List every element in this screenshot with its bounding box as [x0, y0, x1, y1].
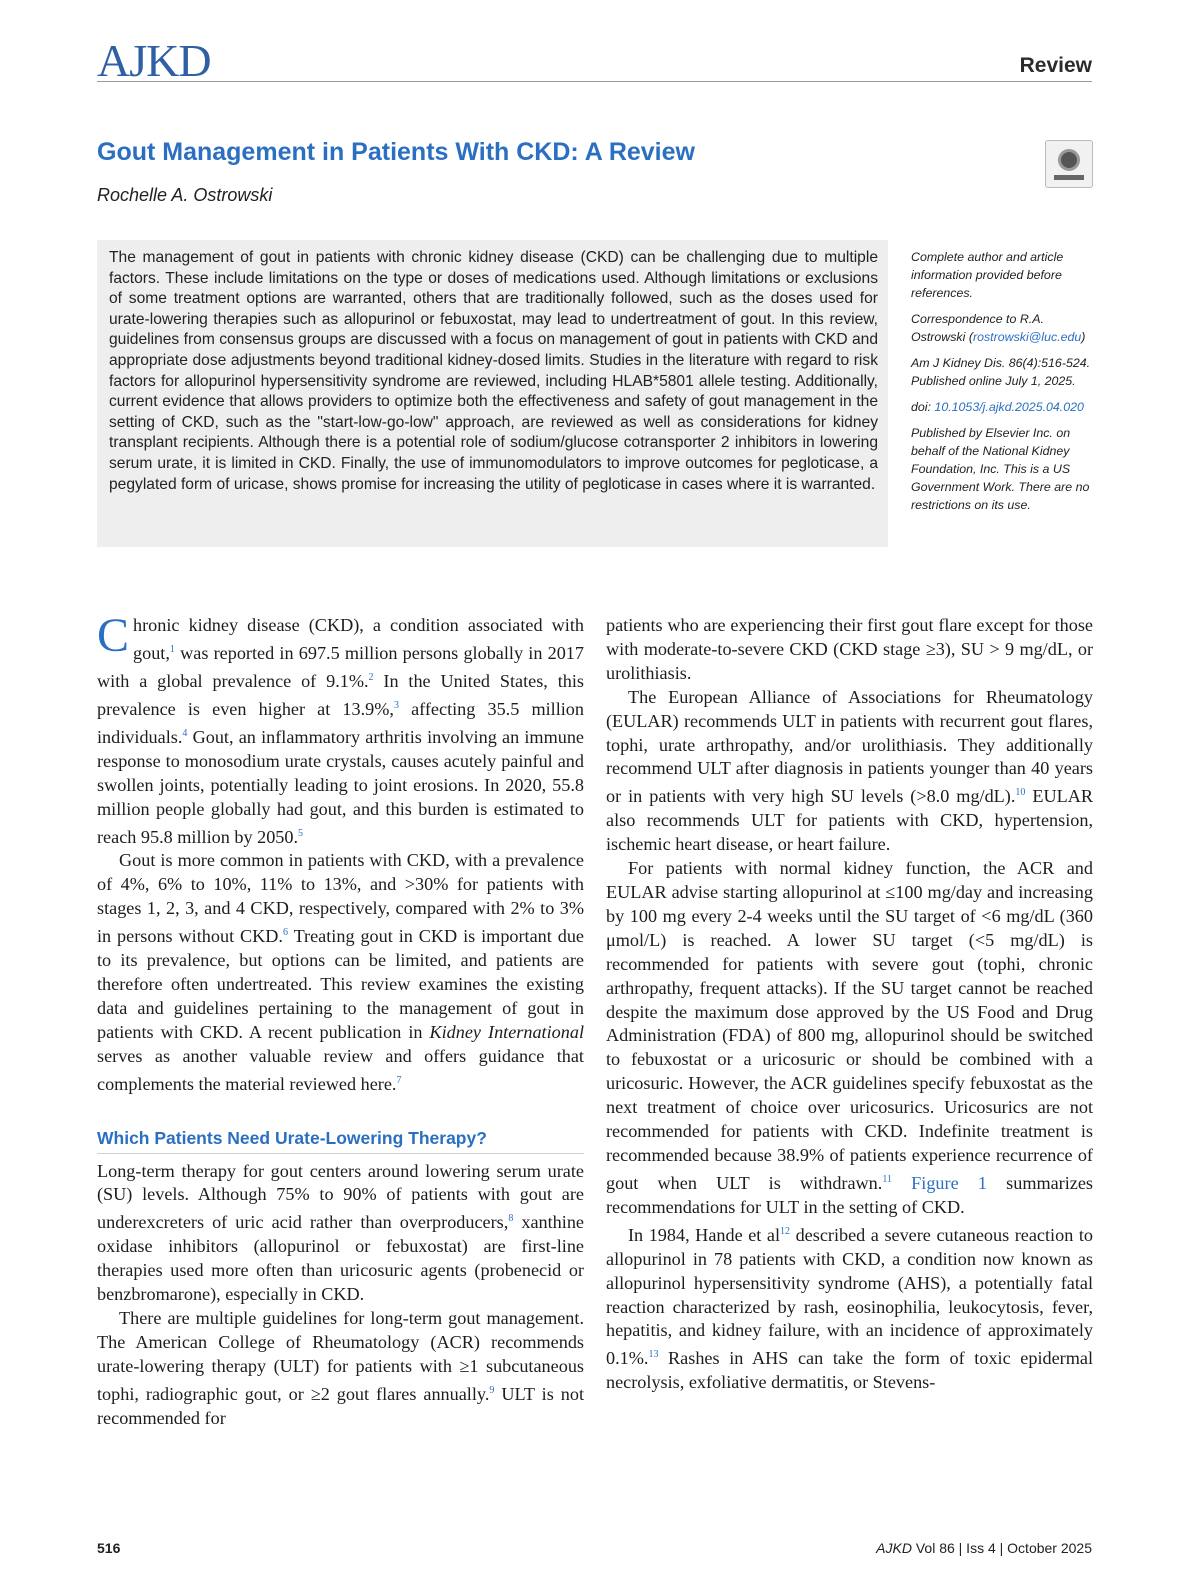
text-run: Gout is more common in patients with CKD, with a prevalence of 4%, 6% to 10%, 11% to 13%, and >30% for patients with stages 1, 2, 3, and 4 CKD, respectively, compared with 2% to 3% in persons without CKD. [97, 850, 584, 947]
abstract-box [97, 240, 888, 547]
text-run: Rashes in AHS can take the form of toxic epidermal necrolysis, exfoliative dermatitis, or Stevens- [606, 1348, 1093, 1393]
footer-journal-info [876, 1540, 1092, 1556]
reference-link[interactable]: 10 [1015, 787, 1026, 799]
journal-logo[interactable]: AJKD [97, 35, 211, 86]
badge-label-bar [1054, 175, 1084, 180]
header-divider [97, 81, 1092, 82]
correspondence-prefix: Correspondence to R.A. Ostrowski ( [911, 312, 1044, 344]
badge-circle-icon [1058, 149, 1080, 171]
body-paragraph [606, 686, 1093, 857]
body-paragraph [97, 849, 584, 1096]
publisher-note: Published by Elsevier Inc. on behalf of the National Kidney Foundation, Inc. This is a US Government Work. There are no restrictions on its use. [911, 426, 1090, 512]
text-run: There are multiple guidelines for long-term gout management. The American College of Rheumatology (ACR) recommends urate-lowering therapy (ULT) for patients with ≥1 subcutaneous tophi, radiographic gout, or ≥2 gout flares annually. [97, 1308, 584, 1404]
reference-link[interactable]: 1 [169, 643, 175, 655]
reference-link[interactable]: 13 [648, 1349, 659, 1361]
body-paragraph [97, 609, 584, 849]
section-heading: Which Patients Need Urate-Lowering Therapy? [97, 1127, 584, 1154]
reference-link[interactable]: 8 [508, 1213, 514, 1225]
text-run: xanthine oxidase inhibitors (allopurinol or febuxostat) are first-line therapies used more often than uricosuric agents (probenecid or benzbromarone), especially in CKD. [97, 1212, 584, 1305]
doi-link[interactable]: 10.1053/j.ajkd.2025.04.020 [934, 400, 1084, 414]
reference-link[interactable]: 2 [368, 671, 374, 683]
footer-issue-info: Vol 86 | Iss 4 | October 2025 [911, 1540, 1092, 1556]
reference-link[interactable]: 5 [298, 827, 304, 839]
body-paragraph [97, 1307, 584, 1431]
text-run: was reported in 697.5 million persons globally in 2017 with a global prevalence of 9.1%. [97, 642, 584, 691]
body-column-right [606, 614, 1093, 1395]
body-column-left [97, 609, 585, 1431]
reference-link[interactable]: 6 [282, 927, 288, 939]
doi-note [911, 398, 1096, 416]
citation-note: Am J Kidney Dis. 86(4):516-524. Published online July 1, 2025. [911, 356, 1091, 388]
text-run: summarizes recommendations for ULT in the setting of CKD. [606, 1172, 1094, 1217]
text-run: Treating gout in CKD is important due to its prevalence, but options can be limited, and patients are therefore often undertreated. This review examines the existing data and guidelines pertaining to the management of gout in patients with CKD. A recent publication in [97, 926, 585, 1042]
text-run: affecting 35.5 million individuals. [97, 698, 584, 747]
text-run: For patients with normal kidney function, the ACR and EULAR advise starting allopurinol at ≤100 mg/day and increasing by 100 mg every 2-4 weeks until the SU target of <6 mg/dL (360 μmol/L) is reached. A lower SU target (<5 mg/dL) is recommended for patients with severe gout (tophi, chronic arthropathy, frequent attacks). If the SU target cannot be reached despite the maximum dose approved by the US Food and Drug Administration (FDA) of 800 mg, allopurinol should be switched to febuxostat or a uricosuric or should be combined with a uricosuric. However, the ACR guidelines specify febuxostat as the next treatment of choice over uricosurics. Uricosurics are not recommended for patients with CKD. Indefinite treatment is recommended because 38.9% of patients experience recurrence of gout when ULT is withdrawn. [606, 858, 1093, 1193]
body-paragraph: patients who are experiencing their first gout flare except for those with moderate-to-severe CKD (CKD stage ≥3), SU > 9 mg/dL, or urolithiasis. [606, 615, 1093, 683]
text-run: EULAR also recommends ULT for patients with CKD, hypertension, ischemic heart disease, or heart failure. [606, 786, 1093, 855]
reference-link[interactable]: 11 [882, 1173, 892, 1185]
reference-link[interactable]: 7 [396, 1074, 402, 1086]
correspondence-email-link[interactable]: rostrowski@luc.edu [972, 330, 1082, 344]
body-paragraph [97, 1160, 584, 1308]
text-run: described a severe cutaneous reaction to allopurinol in 78 patients with CKD, a condition now known as allopurinol hypersensitivity syndrome (AHS), a potentially fatal reaction characterized by rash, eosinophilia, leukocytosis, fever, hepatitis, and kidney failure, with an incidence of approximately 0.1%. [606, 1224, 1093, 1369]
section-label: Review [1019, 54, 1092, 77]
text-run: In the United States, this prevalence is even higher at 13.9%, [97, 670, 584, 719]
body-paragraph [606, 857, 1093, 1220]
text-run: In 1984, Hande et al [628, 1224, 781, 1245]
footer-journal-name: AJKD [876, 1540, 912, 1556]
reference-link[interactable]: 3 [393, 699, 399, 711]
text-run: Long-term therapy for gout centers around lowering serum urate (SU) levels. Although 75% to 90% of patients with gout are underexcreters of uric acid rather than overproducers, [97, 1160, 584, 1233]
text-run: Gout, an inflammatory arthritis involving an immune response to monosodium urate crystals, causes acutely painful and swollen joints, potentially leading to joint erosions. In 2020, 55.8 million people globally had gout, and this burden is estimated to reach 95.8 million by 2050. [97, 726, 584, 847]
journal-name: Kidney International [429, 1021, 584, 1042]
article-title: Gout Management in Patients With CKD: A Review [97, 138, 695, 166]
doi-prefix: doi: [911, 400, 935, 414]
correspondence-suffix: ) [1081, 330, 1086, 344]
author-info-note: Complete author and article information provided before references. [911, 250, 1064, 300]
article-author: Rochelle A. Ostrowski [97, 185, 273, 205]
body-paragraph [606, 1220, 1093, 1395]
abstract-text: The management of gout in patients with chronic kidney disease (CKD) can be challenging due to multiple factors. These include limitations on the type or doses of medications used. Although limitations or exclusions of some treatment options are warranted, others that are traditionally followed, such as the doses used for urate-lowering therapies such as allopurinol or febuxostat, may lead to undertreatment of gout. In this review, guidelines from consensus groups are discussed with a focus on management of gout in patients with CKD and appropriate dose adjustments beyond traditional kidney-dosed limits. Studies in the literature with regard to risk factors for allopurinol hypersensitivity syndrome are reviewed, including HLAB*5801 allele testing. Additionally, current evidence that allows providers to optimize both the effectiveness and safety of gout management in the setting of CKD, such as the "start-low-go-low" approach, are reviewed as well as considerations for kidney transplant recipients. Although there is a potential role of sodium/glucose cotransporter 2 inhibitors in lowering serum urate, it is limited in CKD. Finally, the use of immunomodulators to improve outcomes for pegloticase, a pegylated form of uricase, shows promise for increasing the utility of pegloticase in cases where it is warranted. [109, 249, 878, 493]
figure-link[interactable]: Figure 1 [911, 1172, 987, 1193]
reference-link[interactable]: 9 [489, 1384, 495, 1396]
reference-link[interactable]: 12 [780, 1225, 791, 1237]
text-run: serves as another valuable review and offers guidance that complements the material reviewed here. [97, 1045, 584, 1094]
drop-cap: C [97, 609, 130, 662]
correspondence-note [911, 310, 1096, 346]
page-number: 516 [97, 1540, 121, 1556]
text-run: The European Alliance of Associations for Rheumatology (EULAR) recommends ULT in patients with recurrent gout flares, tophi, urate arthropathy, and/or urolithiasis. They additionally recommend ULT after diagnosis in patients younger than 40 years or in patients with very high SU levels (>8.0 mg/dL). [606, 686, 1093, 807]
text-run: ULT is not recommended for [97, 1383, 584, 1428]
text-run: hronic kidney disease (CKD), a condition associated with gout, [133, 615, 584, 663]
article-side-notes [911, 248, 1096, 522]
check-for-updates-icon[interactable] [1045, 140, 1093, 188]
reference-link[interactable]: 4 [182, 727, 188, 739]
